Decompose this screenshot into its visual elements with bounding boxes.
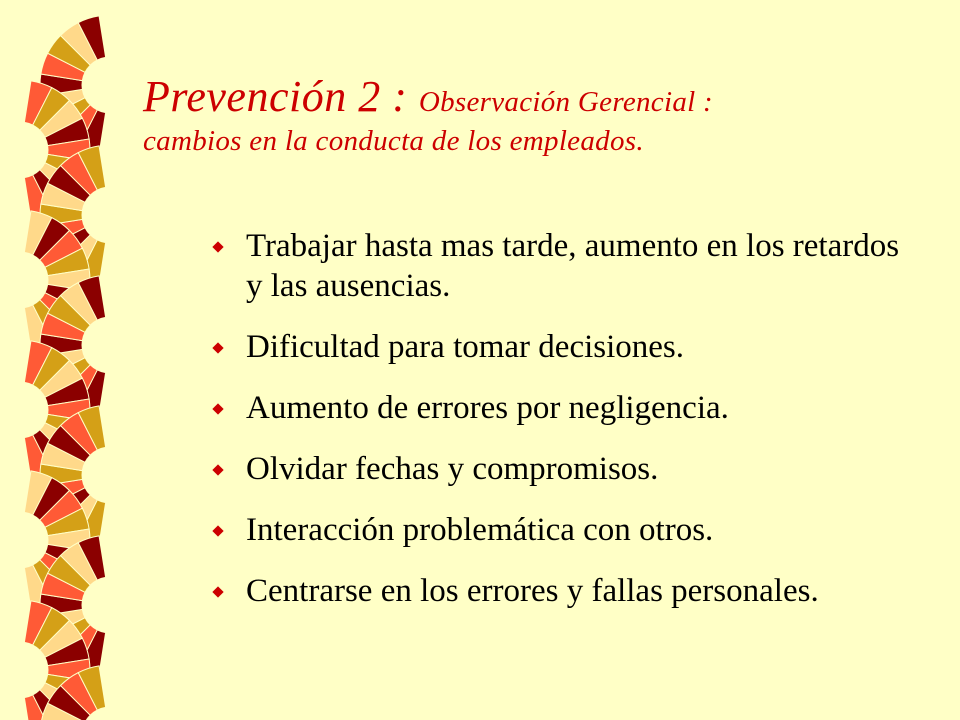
bullet-item xyxy=(208,226,908,306)
bullet-item xyxy=(208,388,908,428)
bullet-text: Centrarse en los errores y fallas personales. xyxy=(246,573,819,609)
bullet-diamond-icon xyxy=(212,403,223,414)
bullet-item xyxy=(208,327,908,367)
bullet-text: Aumento de errores por negligencia. xyxy=(246,390,729,426)
bullet-diamond-icon xyxy=(212,342,223,353)
bullet-item xyxy=(208,571,908,611)
bullet-diamond-icon xyxy=(212,586,223,597)
bullet-item xyxy=(208,510,908,550)
bullet-text: Interacción problemática con otros. xyxy=(246,512,714,548)
bullet-text: Trabajar hasta mas tarde, aumento en los retardos y las ausencias. xyxy=(246,228,900,304)
bullet-diamond-icon xyxy=(212,525,223,536)
bullet-diamond-icon xyxy=(212,241,223,252)
title-line2: cambios en la conducta de los empleados. xyxy=(143,124,644,157)
bullet-text: Olvidar fechas y compromisos. xyxy=(246,451,659,487)
slide-title xyxy=(143,72,943,158)
title-main: Prevención 2 : xyxy=(143,72,419,121)
bullet-list xyxy=(208,226,908,632)
bullet-diamond-icon xyxy=(212,464,223,475)
fan-border-decoration xyxy=(0,0,130,720)
bullet-item xyxy=(208,449,908,489)
title-sub: Observación Gerencial : xyxy=(418,86,713,118)
bullet-text: Dificultad para tomar decisiones. xyxy=(246,329,685,365)
